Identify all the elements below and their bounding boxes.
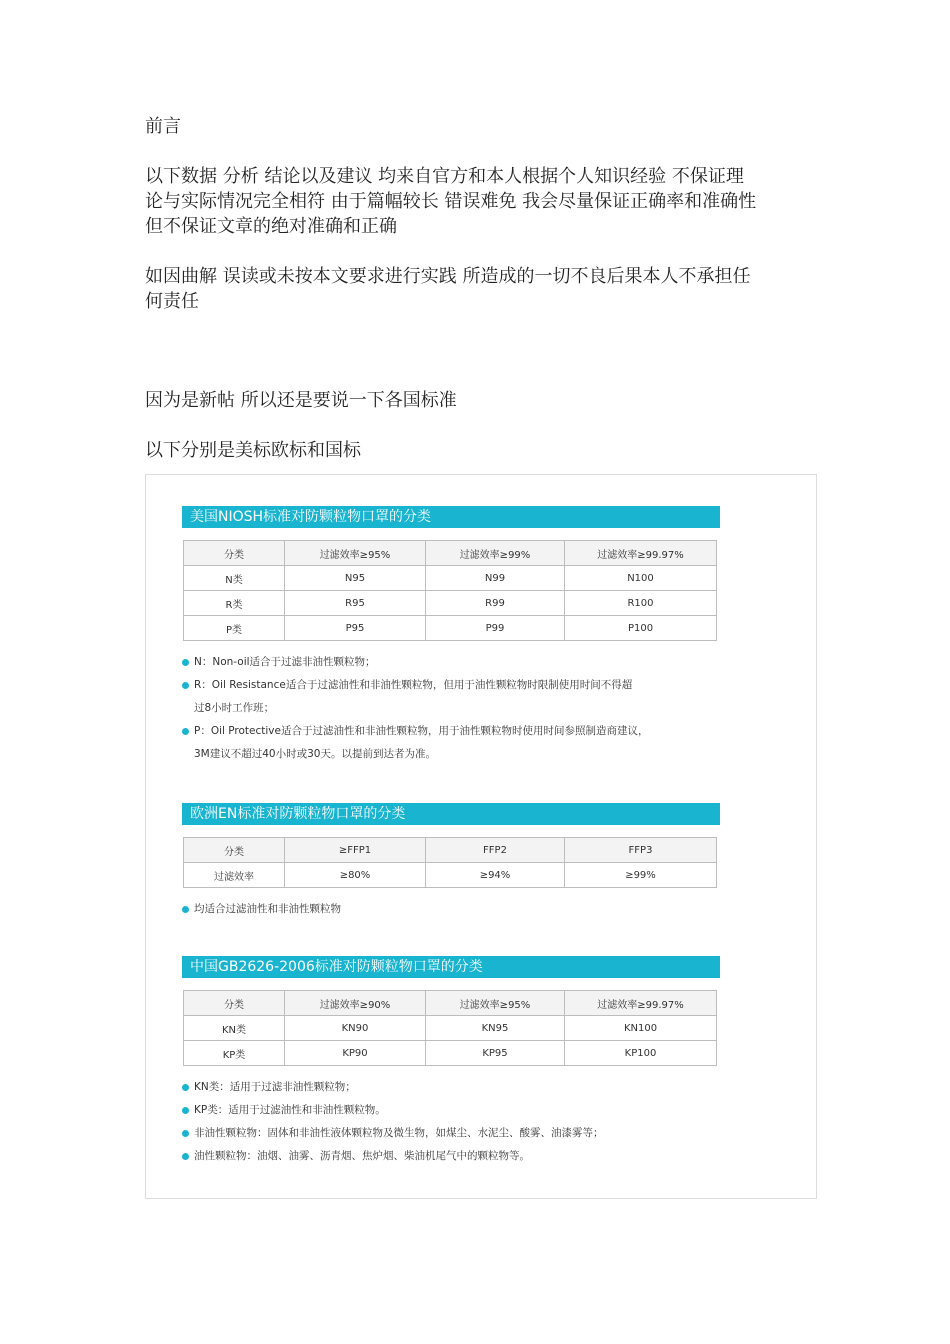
table-row bbox=[184, 566, 717, 591]
gb-notes bbox=[182, 1076, 720, 1168]
bullet-icon bbox=[182, 1153, 189, 1160]
list-item: N：Non-oil适合于过滤非油性颗粒物； bbox=[182, 651, 720, 674]
table-cell: P95 bbox=[285, 616, 426, 641]
gb-title-bar: 中国GB2626-2006标准对防颗粒物口罩的分类 bbox=[182, 956, 720, 978]
table-cell: N99 bbox=[426, 566, 565, 591]
list-item: P：Oil Protective适合于过滤油性和非油性颗粒物，用于油性颗粒物时使用时间参照制造商建议， bbox=[182, 720, 720, 743]
list-item: 非油性颗粒物：固体和非油性液体颗粒物及微生物，如煤尘、水泥尘、酸雾、油漆雾等； bbox=[182, 1122, 720, 1145]
en-table bbox=[183, 837, 717, 888]
table-header-row bbox=[184, 838, 717, 863]
bullet-icon bbox=[182, 906, 189, 913]
bullet-icon bbox=[182, 728, 189, 735]
niosh-notes bbox=[182, 651, 720, 766]
header-cell: ≥FFP1 bbox=[285, 838, 426, 863]
list-item: KN类：适用于过滤非油性颗粒物； bbox=[182, 1076, 720, 1099]
table-cell: KN90 bbox=[285, 1016, 426, 1041]
table-cell: KN类 bbox=[184, 1016, 285, 1041]
preface-heading: 前言 bbox=[145, 116, 181, 137]
table-row bbox=[184, 1016, 717, 1041]
table-row bbox=[184, 616, 717, 641]
header-cell: 过滤效率≥99.97% bbox=[565, 541, 717, 566]
table-cell: KP100 bbox=[565, 1041, 717, 1066]
disclaimer-line-2: 论与实际情况完全相符 由于篇幅较长 错误难免 我会尽量保证正确率和准确性 bbox=[145, 191, 757, 212]
bullet-icon bbox=[182, 682, 189, 689]
header-cell: 过滤效率≥95% bbox=[426, 991, 565, 1016]
table-cell: 过滤效率 bbox=[184, 863, 285, 888]
table-header-row bbox=[184, 541, 717, 566]
gb-section bbox=[182, 956, 720, 1168]
table-cell: ≥99% bbox=[565, 863, 717, 888]
header-cell: 过滤效率≥95% bbox=[285, 541, 426, 566]
table-cell: R100 bbox=[565, 591, 717, 616]
header-cell: 过滤效率≥90% bbox=[285, 991, 426, 1016]
header-cell: 分类 bbox=[184, 541, 285, 566]
header-cell: 过滤效率≥99.97% bbox=[565, 991, 717, 1016]
liability-line-2: 何责任 bbox=[145, 291, 199, 312]
table-cell: P类 bbox=[184, 616, 285, 641]
niosh-table bbox=[183, 540, 717, 641]
header-cell: 分类 bbox=[184, 838, 285, 863]
header-cell: 分类 bbox=[184, 991, 285, 1016]
liability-line-1: 如因曲解 误读或未按本文要求进行实践 所造成的一切不良后果本人不承担任 bbox=[145, 266, 751, 287]
list-item: 油性颗粒物：油烟、油雾、沥青烟、焦炉烟、柴油机尾气中的颗粒物等。 bbox=[182, 1145, 720, 1168]
bullet-icon bbox=[182, 659, 189, 666]
list-item: 均适合过滤油性和非油性颗粒物 bbox=[182, 898, 720, 921]
table-row bbox=[184, 1041, 717, 1066]
table-cell: R类 bbox=[184, 591, 285, 616]
intro-paragraph: 因为是新帖 所以还是要说一下各国标准 bbox=[145, 390, 457, 411]
table-row bbox=[184, 863, 717, 888]
en-section bbox=[182, 803, 720, 921]
table-cell: ≥94% bbox=[426, 863, 565, 888]
bullet-icon bbox=[182, 1107, 189, 1114]
table-cell: R99 bbox=[426, 591, 565, 616]
list-item-continued: 3M建议不超过40小时或30天。以提前到达者为准。 bbox=[194, 748, 436, 760]
disclaimer-line-1: 以下数据 分析 结论以及建议 均来自官方和本人根据个人知识经验 不保证理 bbox=[145, 166, 744, 187]
table-header-row bbox=[184, 991, 717, 1016]
table-cell: P100 bbox=[565, 616, 717, 641]
header-cell: 过滤效率≥99% bbox=[426, 541, 565, 566]
en-notes bbox=[182, 898, 720, 921]
list-item: KP类：适用于过滤油性和非油性颗粒物。 bbox=[182, 1099, 720, 1122]
table-cell: KN100 bbox=[565, 1016, 717, 1041]
standards-figure bbox=[145, 474, 817, 1199]
table-cell: N95 bbox=[285, 566, 426, 591]
table-cell: ≥80% bbox=[285, 863, 426, 888]
table-cell: KP类 bbox=[184, 1041, 285, 1066]
table-cell: KP90 bbox=[285, 1041, 426, 1066]
en-title-bar: 欧洲EN标准对防颗粒物口罩的分类 bbox=[182, 803, 720, 825]
bullet-icon bbox=[182, 1130, 189, 1137]
table-cell: KP95 bbox=[426, 1041, 565, 1066]
table-row bbox=[184, 591, 717, 616]
header-cell: FFP3 bbox=[565, 838, 717, 863]
bullet-icon bbox=[182, 1084, 189, 1091]
gb-table bbox=[183, 990, 717, 1066]
table-cell: P99 bbox=[426, 616, 565, 641]
table-cell: R95 bbox=[285, 591, 426, 616]
niosh-section bbox=[182, 506, 720, 766]
disclaimer-line-3: 但不保证文章的绝对准确和正确 bbox=[145, 216, 397, 237]
niosh-title-bar: 美国NIOSH标准对防颗粒物口罩的分类 bbox=[182, 506, 720, 528]
table-cell: N类 bbox=[184, 566, 285, 591]
list-item-continued: 过8小时工作班； bbox=[194, 702, 275, 714]
table-cell: N100 bbox=[565, 566, 717, 591]
header-cell: FFP2 bbox=[426, 838, 565, 863]
table-cell: KN95 bbox=[426, 1016, 565, 1041]
standards-intro: 以下分别是美标欧标和国标 bbox=[145, 440, 361, 461]
list-item: R：Oil Resistance适合于过滤油性和非油性颗粒物，但用于油性颗粒物时限制使用时间不得超 bbox=[182, 674, 720, 697]
